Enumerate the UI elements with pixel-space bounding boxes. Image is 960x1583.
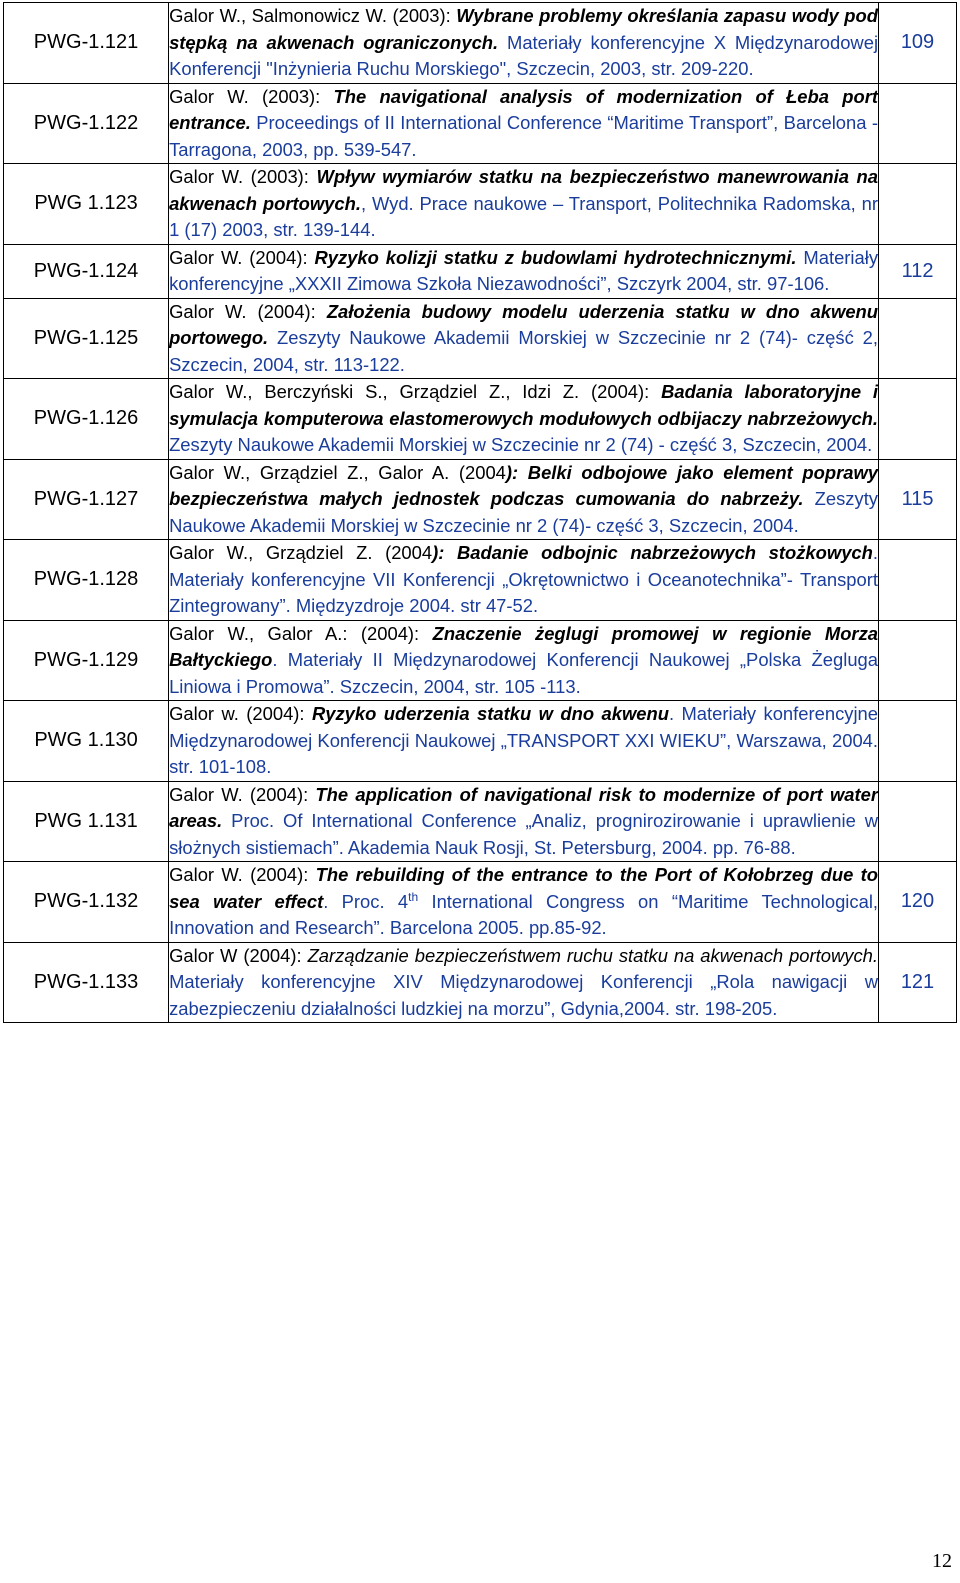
citation-title: The navigational analysis of modernization of Łeba port entrance.	[169, 85, 879, 133]
citation-source: Materiały konferencyjne X Międzynarodowej Konferencji "Inżynieria Ruchu Morskiego", Szczecin, 2003, str. 209-220.	[169, 31, 879, 79]
citation-source: Proc. Of International Conference „Analiz, prognirozirowanie i uprawlienie w słożnych sistiemach”. Akademia Nauk Rosji, St. Petersburg, 2004. pp. 76-88.	[169, 810, 879, 858]
citation-authors: Galor W. (2004):	[169, 783, 316, 805]
reference-code: PWG 1.130	[4, 701, 169, 782]
reference-row	[4, 3, 957, 84]
citation-authors: Galor W (2004):	[169, 944, 308, 966]
reference-page: 109	[879, 3, 957, 84]
citation-source: Zeszyty Naukowe Akademii Morskiej w Szczecinie nr 2 (74) - część 3, Szczecin, 2004.	[169, 434, 873, 455]
citation-title: The rebuilding of the entrance to the Port of Kołobrzeg due to sea water effect	[169, 864, 879, 912]
reference-citation	[169, 459, 879, 540]
citation-title: ): Badanie odbojnic nabrzeżowych stożkowych	[432, 542, 873, 563]
citation-source: Proceedings of II International Conference “Maritime Transport”, Barcelona - Tarragona, 2003, pp. 539-547.	[169, 112, 879, 160]
reference-row	[4, 781, 957, 862]
reference-code: PWG-1.121	[4, 3, 169, 84]
citation-authors: Galor W., Salmonowicz W. (2003):	[169, 5, 457, 26]
citation-source: Materiały konferencyjne XIV Międzynarodowej Konferencji „Rola nawigacji w zabezpieczeniu działalności ludzkiej na morzu”, Gdynia,2004. str. 198-205.	[169, 971, 879, 1019]
reference-code: PWG-1.133	[4, 942, 169, 1023]
reference-code: PWG-1.124	[4, 244, 169, 298]
reference-citation	[169, 540, 879, 621]
citation-title: Wybrane problemy określania zapasu wody pod stępką na akwenach ograniczonych.	[169, 5, 878, 53]
reference-code: PWG-1.132	[4, 862, 169, 943]
reference-row	[4, 164, 957, 245]
reference-citation	[169, 701, 879, 782]
reference-page	[879, 83, 957, 164]
reference-page	[879, 164, 957, 245]
reference-page: 121	[879, 942, 957, 1023]
reference-row	[4, 298, 957, 379]
citation-source: . Materiały konferencyjne Międzynarodowej Konferencji Naukowej „TRANSPORT XXI WIEKU”, Warszawa, 2004. str. 101-108.	[169, 703, 879, 777]
citation-source: . Proc. 4	[323, 890, 409, 912]
citation-title: Ryzyko kolizji statku z budowlami hydrotechnicznymi.	[314, 246, 797, 268]
page-number: 12	[932, 1550, 952, 1572]
reference-citation	[169, 379, 879, 460]
reference-citation	[169, 942, 879, 1023]
references-table	[3, 2, 957, 1023]
reference-citation	[169, 862, 879, 943]
reference-citation	[169, 83, 879, 164]
reference-citation	[169, 298, 879, 379]
citation-source: , Wyd. Prace naukowe – Transport, Politechnika Radomska, nr 1 (17) 2003, str. 139-144.	[169, 192, 879, 240]
citation-source: Zeszyty Naukowe Akademii Morskiej w Szczecinie nr 2 (74)- część 3, Szczecin, 2004.	[169, 488, 878, 536]
citation-source: International Congress on “Maritime Technological, Innovation and Research”. Barcelona 2005. pp.85-92.	[169, 890, 879, 938]
reference-code: PWG-1.127	[4, 459, 169, 540]
citation-source: th	[408, 889, 419, 904]
reference-code: PWG 1.131	[4, 781, 169, 862]
citation-title: The application of navigational risk to modernize of port water areas.	[169, 783, 878, 831]
reference-citation	[169, 620, 879, 701]
reference-citation	[169, 244, 879, 298]
citation-title: ): Belki odbojowe jako element poprawy bezpieczeństwa małych jednostek podczas cumowania do nabrzeży.	[169, 461, 879, 509]
reference-row	[4, 540, 957, 621]
citation-authors: Galor W. (2003):	[169, 85, 334, 107]
citation-authors: Galor W. (2004):	[169, 864, 316, 885]
reference-page: 112	[879, 244, 957, 298]
reference-code: PWG-1.126	[4, 379, 169, 460]
citation-source: . Materiały II Międzynarodowej Konferencji Naukowej „Polska Żegluga Liniowa i Promowa”. Szczecin, 2004, str. 105 -113.	[169, 649, 879, 697]
citation-title: Znaczenie żeglugi promowej w regionie Morza Bałtyckiego	[169, 622, 879, 670]
reference-page	[879, 620, 957, 701]
reference-row	[4, 942, 957, 1023]
citation-authors: Galor W. (2003):	[169, 166, 317, 187]
reference-code: PWG-1.122	[4, 83, 169, 164]
citation-authors: Galor W. (2004):	[169, 246, 315, 268]
reference-code: PWG-1.129	[4, 620, 169, 701]
citation-title: Ryzyko uderzenia statku w dno akwenu	[311, 703, 669, 724]
reference-code: PWG 1.123	[4, 164, 169, 245]
reference-citation	[169, 164, 879, 245]
citation-authors: Galor W., Berczyński S., Grządziel Z., Idzi Z. (2004):	[169, 381, 662, 402]
reference-page	[879, 379, 957, 460]
citation-authors: Galor W. (2004):	[169, 300, 327, 322]
citation-source: . Materiały konferencyjne VII Konferencji „Okrętownictwo i Oceanotechnika”- Transport Zintegrowany”. Międzyzdroje 2004. str 47-52.	[169, 542, 879, 616]
citation-authors: Galor W., Galor A.: (2004):	[169, 622, 433, 644]
reference-citation	[169, 3, 879, 84]
reference-row	[4, 459, 957, 540]
citation-authors: Galor W., Grządziel Z. (2004	[169, 542, 433, 563]
reference-page	[879, 298, 957, 379]
reference-page	[879, 781, 957, 862]
reference-page: 120	[879, 862, 957, 943]
reference-page	[879, 540, 957, 621]
reference-row	[4, 701, 957, 782]
reference-row	[4, 862, 957, 943]
reference-code: PWG-1.125	[4, 298, 169, 379]
reference-code: PWG-1.128	[4, 540, 169, 621]
citation-title: Badania laboratoryjne i symulacja komputerowa elastomerowych modułowych odbijaczy nabrzeżowych.	[169, 381, 879, 429]
reference-page: 115	[879, 459, 957, 540]
citation-title: Zarządzanie bezpieczeństwem ruchu statku na akwenach portowych.	[307, 944, 879, 966]
citation-title: Wpływ wymiarów statku na bezpieczeństwo manewrowania na akwenach portowych.	[169, 166, 879, 214]
reference-row	[4, 379, 957, 460]
reference-row	[4, 244, 957, 298]
citation-source: Materiały konferencyjne „XXXII Zimowa Szkoła Niezawodności”, Szczyrk 2004, str. 97-106.	[169, 246, 879, 294]
citation-source: Zeszyty Naukowe Akademii Morskiej w Szczecinie nr 2 (74)- część 2, Szczecin, 2004, str. 113-122.	[169, 327, 879, 375]
reference-row	[4, 83, 957, 164]
reference-row	[4, 620, 957, 701]
citation-authors: Galor W., Grządziel Z., Galor A. (2004	[169, 461, 506, 483]
reference-page	[879, 701, 957, 782]
reference-citation	[169, 781, 879, 862]
citation-authors: Galor w. (2004):	[169, 703, 312, 724]
citation-title: Założenia budowy modelu uderzenia statku w dno akwenu portowego.	[169, 300, 879, 348]
